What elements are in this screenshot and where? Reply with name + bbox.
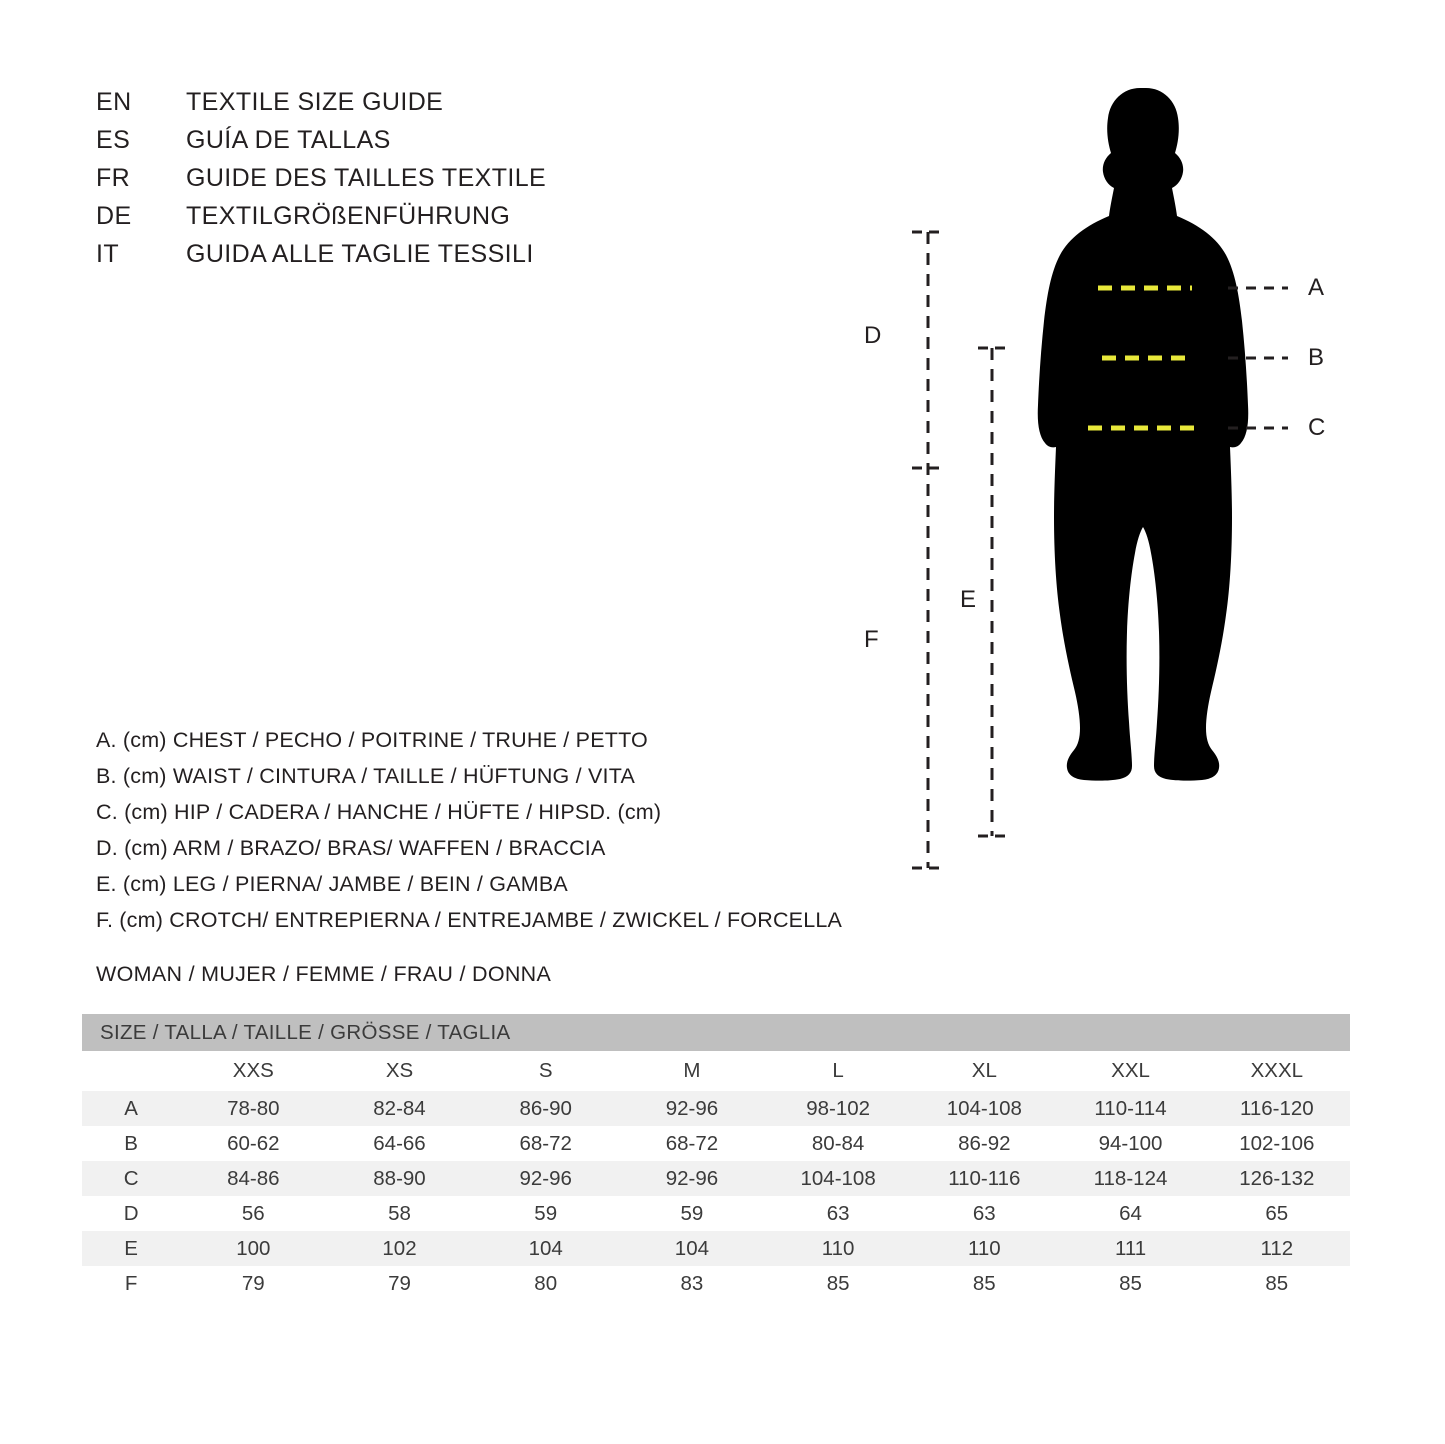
leg-bracket	[978, 348, 1008, 836]
cell: 59	[473, 1196, 619, 1231]
cell: 110	[911, 1231, 1057, 1266]
cell: 63	[765, 1196, 911, 1231]
title-text: TEXTILE SIZE GUIDE	[186, 88, 444, 116]
cell: 78-80	[180, 1091, 326, 1126]
row-label-a: A	[82, 1091, 180, 1126]
cell: 83	[619, 1266, 765, 1301]
col-head-xs: XS	[326, 1051, 472, 1091]
cell: 85	[1057, 1266, 1203, 1301]
cell: 104	[619, 1231, 765, 1266]
col-head-xxxl: XXXL	[1204, 1051, 1350, 1091]
cell: 80-84	[765, 1126, 911, 1161]
measurement-diagram	[840, 40, 1400, 940]
title-text: TEXTILGRÖßENFÜHRUNG	[186, 202, 511, 230]
title-lang: ES	[96, 126, 131, 154]
cell: 86-90	[473, 1091, 619, 1126]
title-lang: FR	[96, 164, 131, 192]
cell: 92-96	[473, 1161, 619, 1196]
cell: 59	[619, 1196, 765, 1231]
cell: 68-72	[619, 1126, 765, 1161]
cell: 104-108	[765, 1161, 911, 1196]
bracket-label-d: D	[864, 322, 882, 349]
cell: 85	[911, 1266, 1057, 1301]
size-table-wrap	[82, 1014, 1350, 1301]
row-label-c: C	[82, 1161, 180, 1196]
size-table	[82, 1014, 1350, 1301]
cell: 82-84	[326, 1091, 472, 1126]
title-block	[96, 88, 796, 278]
crotch-bracket	[912, 232, 944, 868]
figure-svg	[840, 40, 1400, 940]
cell: 102-106	[1204, 1126, 1350, 1161]
legend-row-c: C. (cm) HIP / CADERA / HANCHE / HÜFTE / HIPSD. (cm)	[96, 800, 662, 824]
row-label-b: B	[82, 1126, 180, 1161]
title-row	[96, 164, 796, 202]
cell: 118-124	[1057, 1161, 1203, 1196]
legend-row-a: A. (cm) CHEST / PECHO / POITRINE / TRUHE / PETTO	[96, 728, 648, 752]
cell: 104-108	[911, 1091, 1057, 1126]
col-head-xl: XL	[911, 1051, 1057, 1091]
cell: 110-114	[1057, 1091, 1203, 1126]
col-head-l: L	[765, 1051, 911, 1091]
col-head-s: S	[473, 1051, 619, 1091]
section-caption: WOMAN / MUJER / FEMME / FRAU / DONNA	[96, 962, 552, 986]
callout-label-a: A	[1308, 274, 1325, 301]
title-row	[96, 88, 796, 126]
cell: 111	[1057, 1231, 1203, 1266]
title-lang: EN	[96, 88, 132, 116]
title-lang: IT	[96, 240, 120, 268]
table-title: SIZE / TALLA / TAILLE / GRÖSSE / TAGLIA	[82, 1014, 1350, 1051]
cell: 94-100	[1057, 1126, 1203, 1161]
cell: 60-62	[180, 1126, 326, 1161]
row-label-d: D	[82, 1196, 180, 1231]
table-row	[82, 1231, 1350, 1266]
title-row	[96, 240, 796, 278]
bracket-label-f: F	[864, 626, 879, 653]
legend-block	[96, 722, 916, 938]
cell: 110	[765, 1231, 911, 1266]
cell: 116-120	[1204, 1091, 1350, 1126]
cell: 64	[1057, 1196, 1203, 1231]
table-row	[82, 1196, 1350, 1231]
table-row	[82, 1126, 1350, 1161]
cell: 98-102	[765, 1091, 911, 1126]
legend-row-f: F. (cm) CROTCH/ ENTREPIERNA / ENTREJAMBE / ZWICKEL / FORCELLA	[96, 908, 843, 932]
title-row	[96, 126, 796, 164]
cell: 64-66	[326, 1126, 472, 1161]
cell: 100	[180, 1231, 326, 1266]
cell: 92-96	[619, 1161, 765, 1196]
row-label-e: E	[82, 1231, 180, 1266]
title-lang: DE	[96, 202, 132, 230]
title-row	[96, 202, 796, 240]
row-label-f: F	[82, 1266, 180, 1301]
cell: 112	[1204, 1231, 1350, 1266]
cell: 68-72	[473, 1126, 619, 1161]
callout-label-c: C	[1308, 414, 1326, 441]
cell: 85	[1204, 1266, 1350, 1301]
cell: 92-96	[619, 1091, 765, 1126]
cell: 79	[180, 1266, 326, 1301]
cell: 65	[1204, 1196, 1350, 1231]
cell: 126-132	[1204, 1161, 1350, 1196]
table-row	[82, 1091, 1350, 1126]
col-head-m: M	[619, 1051, 765, 1091]
table-row	[82, 1266, 1350, 1301]
cell: 88-90	[326, 1161, 472, 1196]
col-head-xxs: XXS	[180, 1051, 326, 1091]
cell: 56	[180, 1196, 326, 1231]
cell: 102	[326, 1231, 472, 1266]
title-text: GUIDE DES TAILLES TEXTILE	[186, 164, 547, 192]
title-text: GUÍA DE TALLAS	[186, 126, 391, 154]
cell: 110-116	[911, 1161, 1057, 1196]
table-row	[82, 1161, 1350, 1196]
cell: 58	[326, 1196, 472, 1231]
corner-cell	[82, 1051, 180, 1091]
legend-row-d: D. (cm) ARM / BRAZO/ BRAS/ WAFFEN / BRACCIA	[96, 836, 606, 860]
cell: 84-86	[180, 1161, 326, 1196]
col-head-xxl: XXL	[1057, 1051, 1203, 1091]
cell: 104	[473, 1231, 619, 1266]
cell: 80	[473, 1266, 619, 1301]
table-row-columns	[82, 1051, 1350, 1091]
legend-row-b: B. (cm) WAIST / CINTURA / TAILLE / HÜFTUNG / VITA	[96, 764, 635, 788]
woman-silhouette-icon	[1038, 88, 1248, 781]
callout-label-b: B	[1308, 344, 1325, 371]
cell: 79	[326, 1266, 472, 1301]
title-text: GUIDA ALLE TAGLIE TESSILI	[186, 240, 534, 268]
legend-row-e: E. (cm) LEG / PIERNA/ JAMBE / BEIN / GAMBA	[96, 872, 568, 896]
bracket-label-e: E	[960, 586, 977, 613]
cell: 86-92	[911, 1126, 1057, 1161]
cell: 85	[765, 1266, 911, 1301]
table-header-row	[82, 1014, 1350, 1051]
cell: 63	[911, 1196, 1057, 1231]
